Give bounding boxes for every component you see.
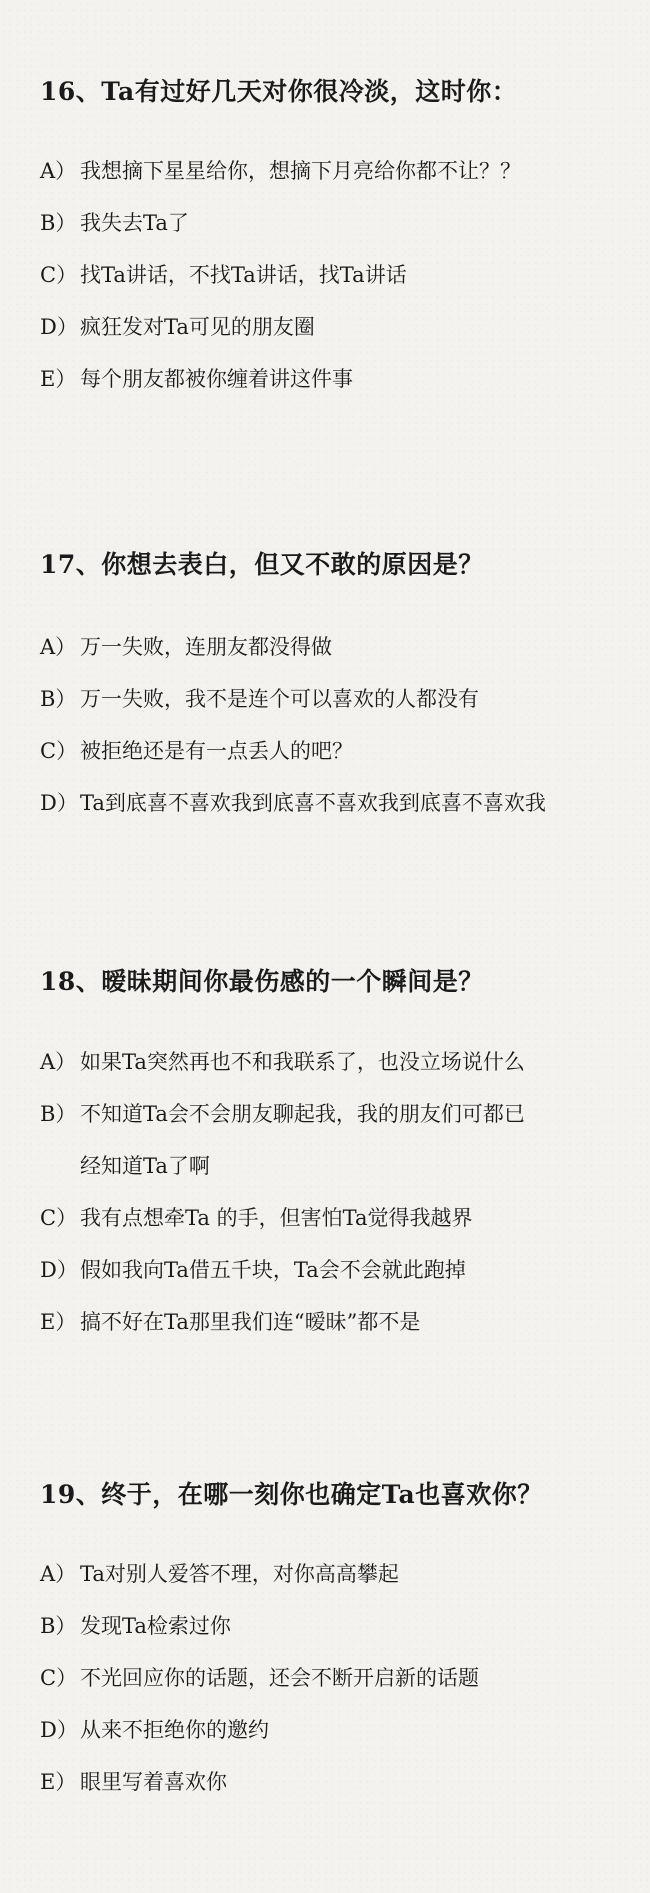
question-16 <box>40 72 630 108</box>
option-letter: D） <box>40 791 78 815</box>
option-text: 发现Ta检索过你 <box>80 1614 231 1638</box>
option-text: 搞不好在Ta那里我们连“暧昧”都不是 <box>80 1310 421 1334</box>
option-letter: D） <box>40 1258 78 1282</box>
option-letter: D） <box>40 1718 78 1742</box>
option-letter: E） <box>40 1770 77 1794</box>
option-letter: B） <box>40 687 77 711</box>
option-a <box>40 1560 399 1588</box>
question-title: 19、终于，在哪一刻你也确定Ta也喜欢你？ <box>40 1480 543 1509</box>
option-c <box>40 1204 472 1232</box>
option-letter: B） <box>40 1102 77 1126</box>
option-letter: C） <box>40 1666 78 1690</box>
option-text: 我想摘下星星给你，想摘下月亮给你都不让？？ <box>80 159 521 183</box>
option-letter: E） <box>40 367 77 391</box>
option-letter: C） <box>40 1206 78 1230</box>
option-d <box>40 313 315 341</box>
option-b <box>40 685 479 713</box>
question-19 <box>40 1475 630 1511</box>
option-letter: E） <box>40 1310 77 1334</box>
option-text: 我有点想牵Ta 的手，但害怕Ta觉得我越界 <box>80 1206 473 1230</box>
option-e <box>40 365 353 393</box>
option-d <box>40 1256 466 1284</box>
question-18 <box>40 962 630 998</box>
option-e <box>40 1308 420 1336</box>
option-text: 我失去Ta了 <box>80 211 189 235</box>
option-c <box>40 1664 479 1692</box>
option-d <box>40 789 546 817</box>
option-letter: A） <box>40 1562 77 1586</box>
option-c <box>40 737 353 765</box>
option-text: 眼里写着喜欢你 <box>80 1770 227 1794</box>
option-text: 不光回应你的话题，还会不断开启新的话题 <box>80 1666 479 1690</box>
option-b <box>40 209 189 237</box>
option-text: 万一失败，我不是连个可以喜欢的人都没有 <box>80 687 479 711</box>
option-letter: A） <box>40 159 77 183</box>
option-text: 万一失败，连朋友都没得做 <box>80 635 332 659</box>
option-e <box>40 1768 227 1796</box>
option-c <box>40 261 407 289</box>
option-text: 如果Ta突然再也不和我联系了，也没立场说什么 <box>80 1050 525 1074</box>
option-letter: A） <box>40 635 77 659</box>
option-a <box>40 1048 525 1076</box>
option-text: 不知道Ta会不会朋友聊起我，我的朋友们可都已 <box>80 1102 525 1126</box>
option-letter: B） <box>40 211 77 235</box>
option-d <box>40 1716 269 1744</box>
option-letter: A） <box>40 1050 77 1074</box>
question-17 <box>40 545 630 581</box>
option-letter: C） <box>40 739 78 763</box>
option-text: 假如我向Ta借五千块，Ta会不会就此跑掉 <box>80 1258 466 1282</box>
option-text: 从来不拒绝你的邀约 <box>80 1718 269 1742</box>
option-text: Ta对别人爱答不理，对你高高攀起 <box>80 1562 399 1586</box>
option-text: Ta到底喜不喜欢我到底喜不喜欢我到底喜不喜欢我 <box>80 791 546 815</box>
question-title: 18、暧昧期间你最伤感的一个瞬间是？ <box>40 967 484 996</box>
option-b <box>40 1100 525 1128</box>
option-a <box>40 633 332 661</box>
option-a <box>40 157 521 185</box>
option-letter: B） <box>40 1614 77 1638</box>
option-text: 疯狂发对Ta可见的朋友圈 <box>80 315 315 339</box>
question-title: 16、Ta有过好几天对你很冷淡，这时你： <box>40 77 518 106</box>
option-b <box>40 1612 231 1640</box>
question-title: 17、你想去表白，但又不敢的原因是？ <box>40 550 484 579</box>
option-letter: C） <box>40 263 78 287</box>
option-text: 被拒绝还是有一点丢人的吧？ <box>80 739 353 763</box>
option-text: 每个朋友都被你缠着讲这件事 <box>80 367 353 391</box>
option-text: 找Ta讲话，不找Ta讲话，找Ta讲话 <box>80 263 407 287</box>
option-b-continuation: 经知道Ta了啊 <box>80 1154 210 1178</box>
option-letter: D） <box>40 315 78 339</box>
